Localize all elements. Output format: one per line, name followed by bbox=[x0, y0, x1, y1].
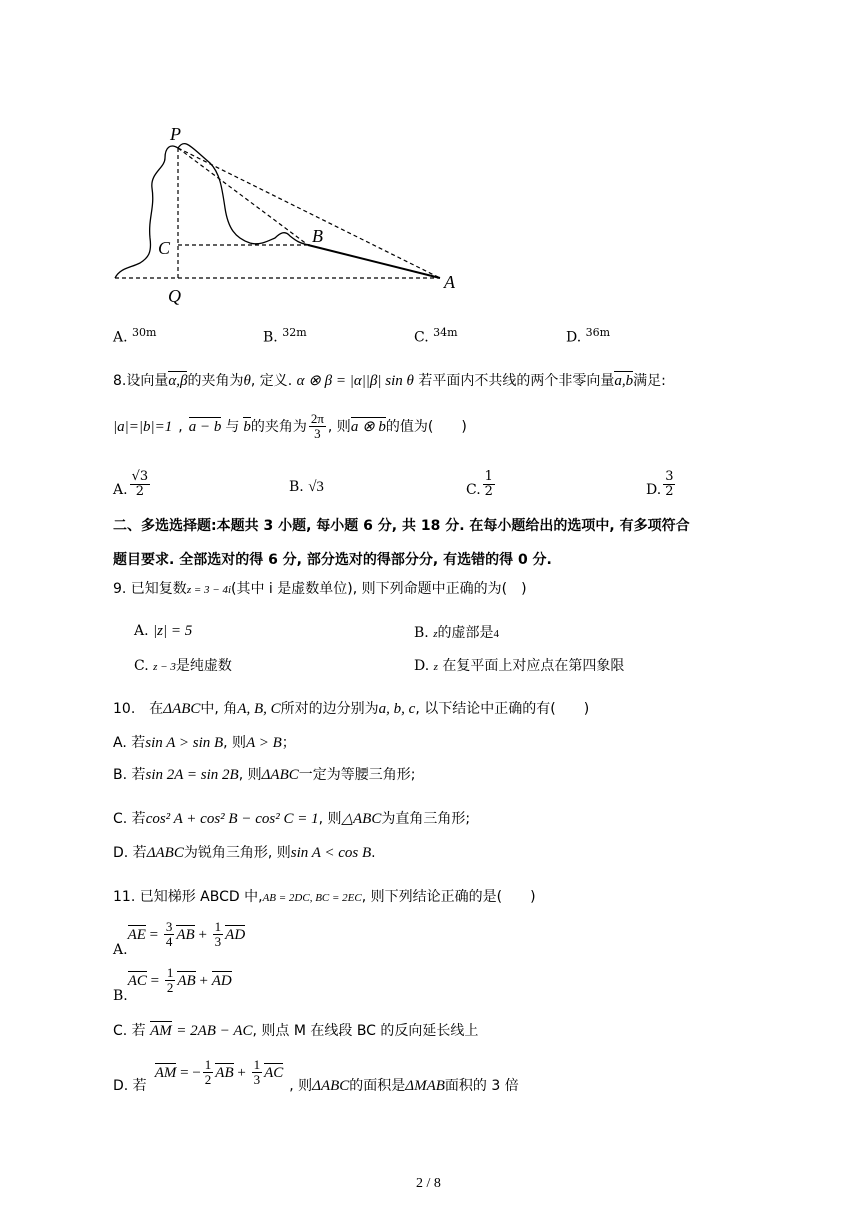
q11-stem: 11. 已知梯形 ABCD 中,AB = 2DC, BC = 2EC, 则下列结论正确的是( ) bbox=[113, 889, 536, 905]
label-a: A bbox=[444, 272, 455, 292]
q11-option-c: C. 若 AM = 2AB − AC, 则点 M 在线段 BC 的反向延长线上 bbox=[113, 1023, 479, 1039]
q9-option-d: D. z 在复平面上对应点在第四象限 bbox=[414, 658, 625, 674]
q7-option-b: B. $^{32m}$ bbox=[263, 326, 307, 346]
q8-option-c: C. $\frac{1}{2}$ bbox=[466, 469, 493, 499]
q10-option-b: B. 若sin 2A = sin 2B, 则ΔABC一定为等腰三角形; bbox=[113, 767, 416, 783]
q11-option-b: B. AC = $\frac{1}{2}$ AB + AD bbox=[113, 965, 232, 1004]
q10-stem: 10. 在ΔABC中, 角A, B, C所对的边分别为a, b, c, 以下结论中正确的有( ) bbox=[113, 701, 590, 717]
line-pb bbox=[178, 148, 308, 245]
line-pa bbox=[178, 148, 440, 278]
q11-option-a: A. AE = $\frac{3}{4}$ AB + $\frac{1}{3}$ AD bbox=[113, 919, 246, 958]
q7-option-c: C. $^{34m}$ bbox=[414, 326, 458, 346]
q10-option-c: C. 若cos² A + cos² B − cos² C = 1, 则△ABC为直角三角形; bbox=[113, 811, 471, 827]
section2-line-1: 二、多选选择题:本题共 3 小题, 每小题 6 分, 共 18 分. 在每小题给出的选项中, 有多项符合 bbox=[113, 518, 690, 534]
q10-option-a: A. 若sin A > sin B, 则A > B； bbox=[113, 735, 296, 751]
label-c: C bbox=[158, 238, 171, 258]
label-p: P bbox=[170, 124, 181, 144]
q7-option-a: A. $^{30m}$ bbox=[113, 326, 157, 346]
geometry-figure bbox=[110, 118, 470, 308]
label-q: Q bbox=[168, 286, 181, 306]
q8-option-d: D. $\frac{3}{2}$ bbox=[646, 469, 674, 499]
q8-angle-fraction: $\frac{2\pi}{3}$ bbox=[310, 411, 324, 441]
q9-stem: 9. 已知复数z = 3 − 4i(其中 i 是虚数单位), 则下列命题中正确的为( ) bbox=[113, 581, 527, 597]
q8-line-2: |a|=|b|=1 , a − b 与 b 的夹角为 $\frac{2\pi}{3}$ , 则 a ⊗ b 的值为( ) bbox=[113, 411, 467, 441]
q8-line-1: 8.设向量α,β的夹角为θ, 定义. α ⊗ β = |α||β| sin θ 若平面内不共线的两个非零向量a,b满足: bbox=[113, 373, 666, 389]
section2-line-2: 题目要求. 全部选对的得 6 分, 部分选对的得部分分, 有选错的得 0 分. bbox=[113, 552, 552, 568]
q11-option-d: D. 若 AM = − $\frac{1}{2}$ AB + $\frac{1}{3}$ AC , 则ΔABC的面积是ΔMAB面积的 3 倍 bbox=[113, 1057, 519, 1094]
q9-option-a: A. |z| = 5 bbox=[134, 623, 193, 639]
q7-option-d: D. $^{36m}$ bbox=[566, 326, 611, 346]
label-b: B bbox=[312, 226, 323, 246]
q10-option-d: D. 若ΔABC为锐角三角形, 则sin A < cos B. bbox=[113, 845, 376, 861]
q9-option-b: B. z的虚部是4 bbox=[414, 625, 499, 641]
line-ba bbox=[308, 245, 440, 278]
page-number: 2 / 8 bbox=[416, 1176, 441, 1191]
cliff-outline bbox=[115, 144, 310, 278]
q9-option-c: C. z − 3是纯虚数 bbox=[134, 658, 232, 674]
q8-option-b: B. √3 bbox=[289, 479, 324, 495]
q8-option-a: A. $\frac{√3}{2}$ bbox=[113, 469, 149, 499]
